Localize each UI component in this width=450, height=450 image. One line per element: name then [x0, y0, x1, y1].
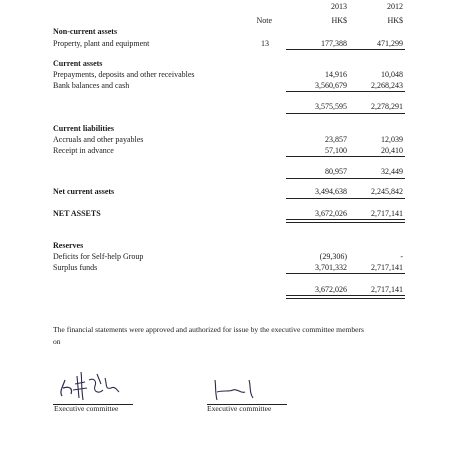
prepayments-label: Prepayments, deposits and other receivables	[53, 70, 195, 79]
left-signature-label: Executive committee	[54, 404, 119, 413]
net-current-assets-label: Net current assets	[53, 187, 115, 196]
non-current-assets-heading: Non-current assets	[53, 27, 118, 36]
net-current-2013-underline	[286, 198, 350, 199]
ppe-2012-value: 471,299	[377, 39, 403, 48]
current-liabilities-total-2013-underline	[286, 178, 350, 179]
accruals-2012-value: 12,039	[381, 135, 403, 144]
current-assets-total-2012-underline	[347, 113, 405, 114]
net-assets-2012: 2,717,141	[371, 209, 403, 218]
left-signature-image	[55, 366, 127, 406]
deficits-2013-value: (29,306)	[319, 252, 347, 261]
receipt-2013-underline	[286, 156, 350, 157]
receipt-in-advance-label: Receipt in advance	[53, 146, 114, 155]
accruals-2013-value: 23,857	[325, 135, 347, 144]
current-assets-heading: Current assets	[53, 59, 103, 68]
current-liabilities-total-2012: 32,449	[381, 167, 403, 176]
right-signature-image	[207, 374, 267, 404]
surplus-2013-value: 3,701,332	[315, 263, 347, 272]
note-column-header: Note	[256, 16, 272, 25]
year-2013-header: 2013	[331, 2, 347, 11]
ppe-2013-underline	[286, 49, 350, 50]
current-assets-total-2013: 3,575,595	[315, 102, 347, 111]
prepayments-2013-value: 14,916	[325, 70, 347, 79]
receipt-2012-value: 20,410	[381, 146, 403, 155]
net-assets-2013-double-underline	[286, 219, 350, 223]
net-assets-label: NET ASSETS	[53, 209, 101, 218]
ppe-2012-underline	[347, 49, 405, 50]
current-assets-total-2012: 2,278,291	[371, 102, 403, 111]
right-signature-label: Executive committee	[207, 404, 272, 413]
unit-2013-header: HK$	[331, 16, 347, 25]
deficits-label: Deficits for Self-help Group	[53, 252, 144, 261]
reserves-heading: Reserves	[53, 241, 84, 250]
bank-balances-2012-value: 2,268,243	[371, 81, 403, 90]
year-2012-header: 2012	[387, 2, 403, 11]
ppe-2013-value: 177,388	[321, 39, 347, 48]
ppe-note: 13	[261, 39, 269, 48]
bank-2013-underline	[286, 91, 350, 92]
current-liabilities-total-2012-underline	[347, 178, 405, 179]
net-current-assets-2012: 2,245,842	[371, 187, 403, 196]
current-liabilities-total-2013: 80,957	[325, 167, 347, 176]
bank-balances-2013-value: 3,560,679	[315, 81, 347, 90]
net-assets-2013: 3,672,026	[315, 209, 347, 218]
reserves-total-2012-double-underline	[347, 295, 405, 299]
surplus-funds-label: Surplus funds	[53, 263, 98, 272]
net-current-assets-2013: 3,494,638	[315, 187, 347, 196]
surplus-2012-underline	[347, 273, 405, 274]
current-assets-total-2013-underline	[286, 113, 350, 114]
receipt-2012-underline	[347, 156, 405, 157]
approval-statement	[53, 324, 413, 348]
reserves-total-2013: 3,672,026	[315, 285, 347, 294]
surplus-2012-value: 2,717,141	[371, 263, 403, 272]
approval-line-2: on	[53, 337, 61, 346]
net-current-2012-underline	[347, 198, 405, 199]
net-assets-2012-double-underline	[347, 219, 405, 223]
deficits-2012-value: -	[400, 252, 403, 261]
surplus-2013-underline	[286, 273, 350, 274]
bank-balances-label: Bank balances and cash	[53, 81, 130, 90]
reserves-total-2013-double-underline	[286, 295, 350, 299]
bank-2012-underline	[347, 91, 405, 92]
current-liabilities-heading: Current liabilities	[53, 124, 114, 133]
reserves-total-2012: 2,717,141	[371, 285, 403, 294]
accruals-label: Accruals and other payables	[53, 135, 144, 144]
prepayments-2012-value: 10,048	[381, 70, 403, 79]
approval-line-1: The financial statements were approved and authorized for issue by the executive committee members	[53, 325, 365, 334]
ppe-label: Property, plant and equipment	[53, 39, 150, 48]
unit-2012-header: HK$	[387, 16, 403, 25]
receipt-2013-value: 57,100	[325, 146, 347, 155]
